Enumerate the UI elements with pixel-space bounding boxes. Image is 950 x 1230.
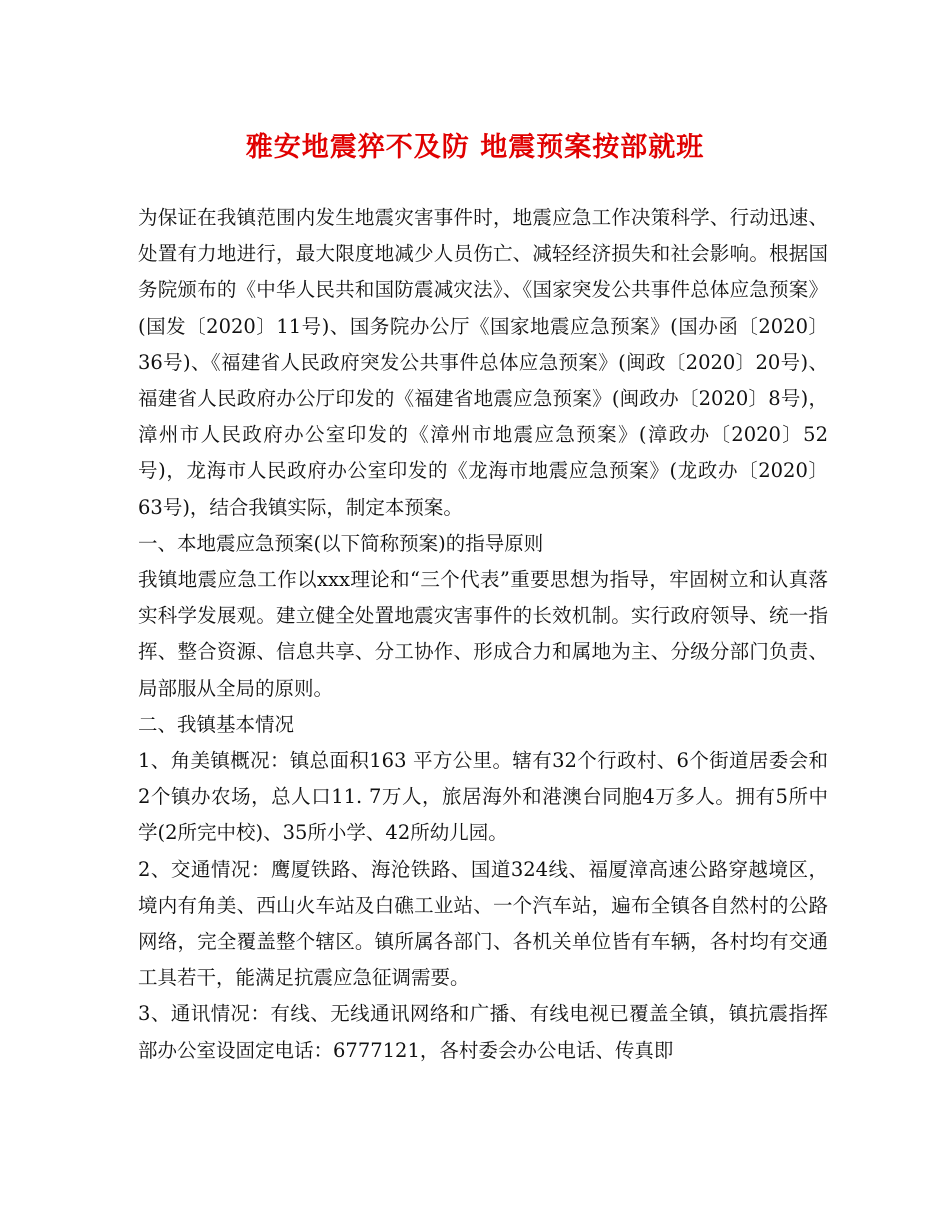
paragraph-transport: 2、交通情况：鹰厦铁路、海沧铁路、国道324线、福厦漳高速公路穿越境区，境内有角美、西山火车站及白礁工业站、一个汽车站，遍布全镇各自然村的公路网络，完全覆盖整个辖区。镇所属各部门、各机关单位皆有车辆，各村均有交通工具若干，能满足抗震应急征调需要。: [138, 857, 828, 990]
paragraph-intro: 为保证在我镇范围内发生地震灾害事件时，地震应急工作决策科学、行动迅速、处置有力地进行，最大限度地减少人员伤亡、减轻经济损失和社会影响。根据国务院颁布的《中华人民共和国防震减灾法》、《国家突发公共事件总体应急预案》(国发〔2020〕11号)、国务院办公厅《国家地震应急预案》(国办函〔2020〕36号)、《福建省人民政府突发公共事件总体应急预案》(闽政〔2020〕20号)、福建省人民政府办公厅印发的《福建省地震应急预案》(闽政办〔2020〕8号)，漳州市人民政府办公室印发的《漳州市地震应急预案》(漳政办〔2020〕52号)，龙海市人民政府办公室印发的《龙海市地震应急预案》(龙政办〔2020〕63号)，结合我镇实际，制定本预案。: [138, 206, 828, 519]
document-title: 雅安地震猝不及防 地震预案按部就班: [245, 132, 705, 163]
document-body: [138, 200, 828, 1069]
section-heading-guiding-principles: 一、本地震应急预案(以下简称预案)的指导原则: [138, 531, 544, 555]
paragraph-communications: 3、通讯情况：有线、无线通讯网络和广播、有线电视已覆盖全镇，镇抗震指挥部办公室设固定电话：6777121，各村委会办公电话、传真即: [138, 1002, 828, 1062]
section-heading-basic-situation: 二、我镇基本情况: [138, 712, 295, 736]
paragraph-town-overview: 1、角美镇概况：镇总面积163 平方公里。辖有32个行政村、6个街道居委会和2个镇办农场，总人口11. 7万人，旅居海外和港澳台同胞4万多人。拥有5所中学(2所完中校)、35所小学、42所幼儿园。: [138, 749, 828, 845]
paragraph-guiding-principles: 我镇地震应急工作以xxx理论和“三个代表”重要思想为指导，牢固树立和认真落实科学发展观。建立健全处置地震灾害事件的长效机制。实行政府领导、统一指挥、整合资源、信息共享、分工协作、形成合力和属地为主、分级分部门负责、局部服从全局的原则。: [138, 568, 828, 700]
